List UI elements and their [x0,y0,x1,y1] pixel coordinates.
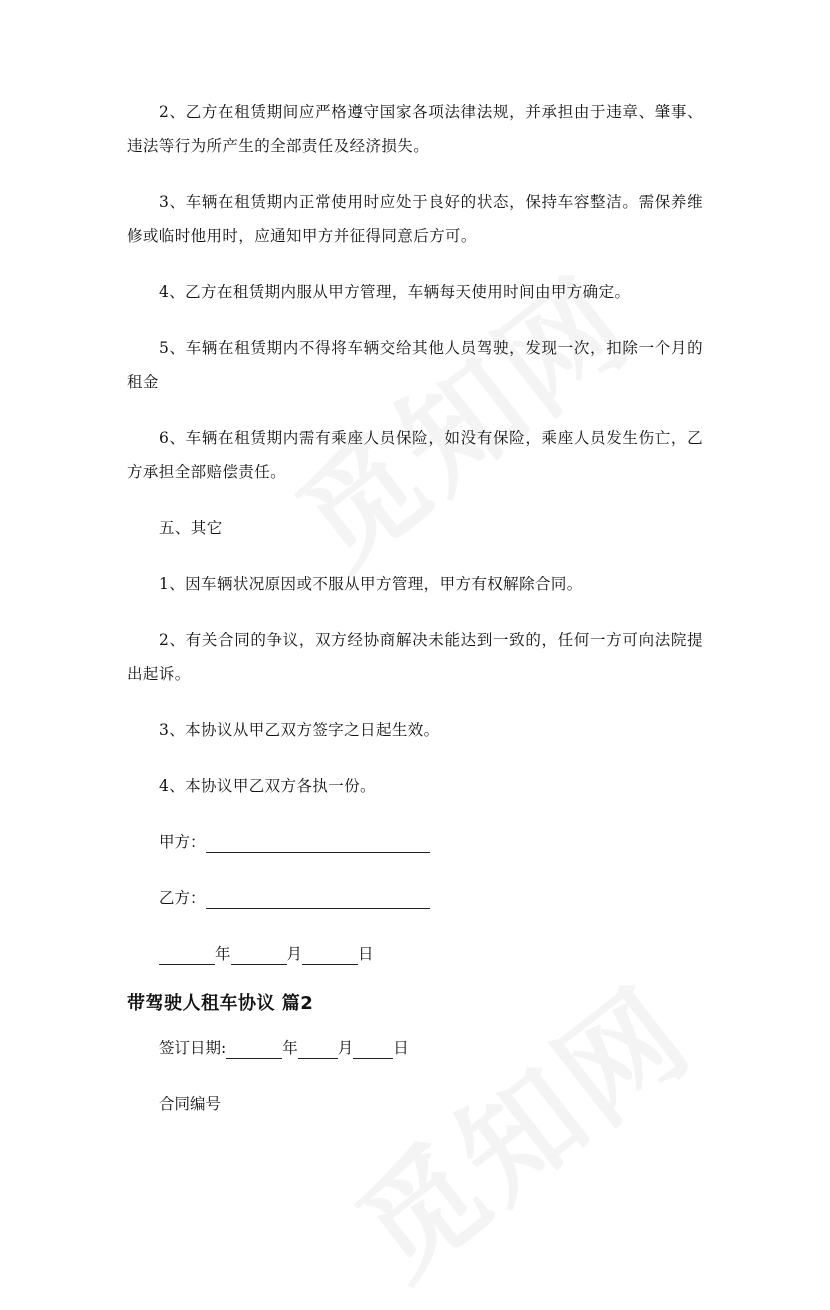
sign-year-blank[interactable] [226,1038,282,1059]
clause-paragraph: 2、乙方在租赁期间应严格遵守国家各项法律法规，并承担由于违章、肇事、违法等行为所产生的全部责任及经济损失。 [127,103,703,155]
month-blank[interactable] [231,944,287,965]
other-item: 2、有关合同的争议，双方经协商解决未能达到一致的，任何一方可向法院提出起诉。 [127,631,703,683]
day-blank[interactable] [302,944,358,965]
other-item: 1、因车辆状况原因或不服从甲方管理，甲方有权解除合同。 [159,575,583,593]
sign-month-blank[interactable] [298,1038,338,1059]
day-label: 日 [358,945,374,963]
party-a-signature-line[interactable] [206,832,430,853]
party-b-signature-line[interactable] [206,888,430,909]
party-b-signature [127,881,703,915]
other-item: 3、本协议从甲乙双方签字之日起生效。 [159,721,440,739]
clause-paragraph: 5、车辆在租赁期内不得将车辆交给其他人员驾驶，发现一次，扣除一个月的租金 [127,339,703,391]
sign-year-label: 年 [282,1039,298,1057]
other-item: 4、本协议甲乙双方各执一份。 [159,777,376,795]
sign-date-label: 签订日期: [159,1039,227,1057]
section2-title: 带驾驶人租车协议 篇2 [127,993,314,1014]
contract-number-label: 合同编号 [159,1095,222,1113]
year-label: 年 [215,945,231,963]
month-label: 月 [286,945,303,963]
section-heading-other: 五、其它 [159,519,223,537]
document-page [127,95,703,1121]
signature-date [127,937,703,971]
clause-paragraph: 3、车辆在租赁期内正常使用时应处于良好的状态，保持车容整洁。需保养维修或临时他用时，应通知甲方并征得同意后方可。 [127,193,703,245]
contract-number-row [127,1087,703,1121]
clause-paragraph: 6、车辆在租赁期内需有乘座人员保险，如没有保险，乘座人员发生伤亡，乙方承担全部赔偿责任。 [127,429,703,481]
sign-day-label: 日 [393,1039,409,1057]
sign-month-label: 月 [337,1039,354,1057]
clause-paragraph: 4、乙方在租赁期内服从甲方管理，车辆每天使用时间由甲方确定。 [159,283,631,301]
year-blank[interactable] [159,944,215,965]
sign-day-blank[interactable] [353,1038,393,1059]
party-b-label: 乙方： [159,889,206,907]
sign-date-row [127,1031,703,1065]
party-a-label: 甲方： [159,833,206,851]
party-a-signature [127,825,703,859]
